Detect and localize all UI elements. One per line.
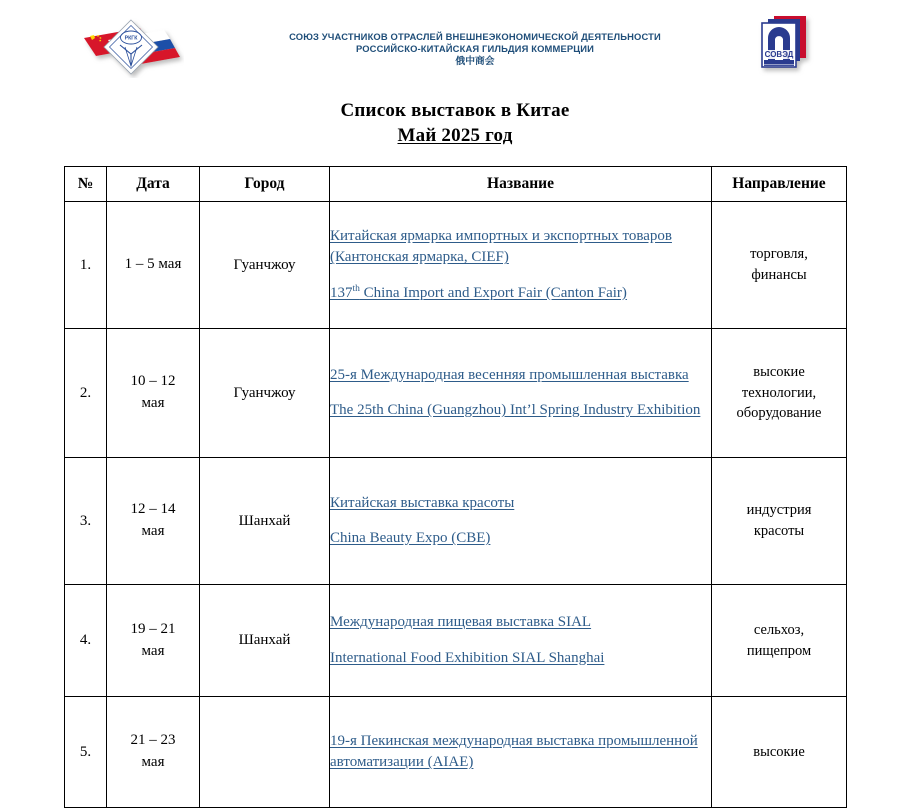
row-date: 21 – 23 мая [107, 697, 200, 808]
row-name [330, 458, 712, 585]
org-line-russian-1: СОЮЗ УЧАСТНИКОВ ОТРАСЛЕЙ ВНЕШНЕЭКОНОМИЧЕСКОЙ ДЕЯТЕЛЬНОСТИ [289, 31, 661, 42]
exhibition-link-ru[interactable]: Китайская ярмарка импортных и экспортных товаров (Кантонская ярмарка, CIEF) [330, 228, 672, 266]
row-number: 2. [65, 329, 107, 458]
row-name [330, 202, 712, 329]
exhibitions-table [64, 166, 847, 808]
exhibitions-table-container [64, 166, 846, 808]
row-direction: индустрия красоты [712, 458, 847, 585]
row-city [200, 697, 330, 808]
row-name [330, 329, 712, 458]
link-rest: China Import and Export Fair (Canton Fair) [359, 284, 627, 301]
page-subtitle [0, 123, 910, 148]
row-city: Шанхай [200, 585, 330, 697]
row-city: Гуанчжоу [200, 202, 330, 329]
column-header-city: Город [200, 167, 330, 202]
exhibition-link-ru[interactable]: Международная пищевая выставка SIAL [330, 614, 592, 631]
link-ordinal-suffix: th [352, 283, 360, 294]
row-direction: высокие [712, 697, 847, 808]
page-subtitle-text: Май 2025 год [397, 125, 513, 147]
exhibition-link-ru[interactable]: 19-я Пекинская международная выставка промышленной автоматизации (AIAE) [330, 732, 698, 770]
row-number: 3. [65, 458, 107, 585]
row-direction: торговля, финансы [712, 202, 847, 329]
exhibition-link-en[interactable]: The 25th China (Guangzhou) Int’l Spring Industry Exhibition [330, 402, 701, 418]
row-name [330, 585, 712, 697]
letterhead [0, 0, 910, 92]
table-header-row [65, 167, 847, 202]
row-direction: сельхоз, пищепром [712, 585, 847, 697]
table-row [65, 329, 847, 458]
row-city: Шанхай [200, 458, 330, 585]
row-city: Гуанчжоу [200, 329, 330, 458]
column-header-name: Название [330, 167, 712, 202]
table-row [65, 585, 847, 697]
exhibition-link-en[interactable]: China Beauty Expo (CBE) [330, 530, 491, 546]
row-date: 12 – 14 мая [107, 458, 200, 585]
org-line-russian-2: РОССИЙСКО-КИТАЙСКАЯ ГИЛЬДИЯ КОММЕРЦИИ [355, 43, 595, 55]
row-number: 1. [65, 202, 107, 329]
column-header-date: Дата [107, 167, 200, 202]
table-row [65, 458, 847, 585]
page-title: Список выставок в Китае [340, 100, 570, 121]
soved-logo [752, 12, 818, 78]
row-number: 5. [65, 697, 107, 808]
exhibition-link-ru[interactable]: Китайская выставка красоты [330, 494, 515, 511]
table-row [65, 697, 847, 808]
org-line-chinese: 俄中商会 [455, 56, 495, 68]
column-header-number: № [65, 167, 107, 202]
row-date: 19 – 21 мая [107, 585, 200, 697]
row-number: 4. [65, 585, 107, 697]
exhibition-link-en[interactable]: International Food Exhibition SIAL Shanghai [330, 649, 605, 666]
organization-name-block [200, 31, 750, 69]
svg-text:РКГК: РКГК [124, 35, 138, 42]
row-direction: высокие технологии, оборудование [712, 329, 847, 458]
table-row [65, 202, 847, 329]
row-date: 1 – 5 мая [107, 202, 200, 329]
row-name [330, 697, 712, 808]
row-date: 10 – 12 мая [107, 329, 200, 458]
russia-china-flags-emblem-logo [78, 16, 184, 78]
exhibition-link-en[interactable] [330, 283, 711, 304]
column-header-direction: Направление [712, 167, 847, 202]
soved-logo-text: СОВЭД [764, 50, 794, 59]
exhibition-link-ru[interactable]: 25-я Международная весенняя промышленная выставка [330, 366, 689, 383]
link-number-prefix: 137 [330, 284, 353, 301]
